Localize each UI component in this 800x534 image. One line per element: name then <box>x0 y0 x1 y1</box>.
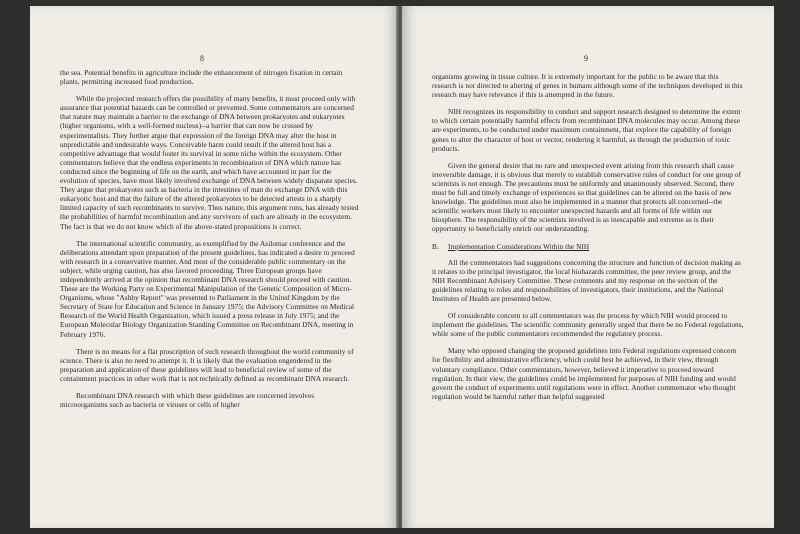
paragraph: Given the general desire that no rare and unexpected event arising from this research shall cause irreversible damage, it is obvious that merely to establish conservative rules of conduct for one group of scientists is not enough. The precautions must be uniformly and unanimously observed. Second, there must be full and timely exchange of experiences so that guidelines can be altered on the basis of new knowledge. The guidelines must also be implemented in a manner that protects all concerned--the scientific workers most likely to encounter unexpected hazards and all forms of life within our biosphere. The responsibility of the scientists involved is as inescapable and extreme as is their opportunity to beneficially enrich our understanding. <box>432 160 742 234</box>
paragraph: The international scientific community, as exemplified by the Asilomar conference and the deliberations attendant upon preparation of the present guidelines, has indicated a desire to proceed with research in a conservative manner. And most of the considerable public commentary on the subject, while urging caution, has also favored proceeding. Three European groups have independently arrived at the opinion that recombinant DNA research should proceed with caution. These are the Working Party on Experimental Manipulation of the Genetic Composition of Micro-Organisms, whose "Ashby Report" was presented to Parliament in the United Kingdom by the Secretary of State for Education and Science in January 1975; the Advisory Committee on Medical Research of the World Health Organization, which issued a press release in July 1975; and the European Molecular Biology Organization Standing Committee on Recombinant DNA, meeting in February 1976. <box>60 238 355 339</box>
right-page <box>402 6 774 528</box>
paragraph: NIH recognizes its responsibility to conduct and support research designed to determine the extent to which certain potentially harmful effects from recombinant DNA molecules may occur. Among these are experiments, to be conducted under maximum containment, that explore the capability of foreign genes to alter the character of host or vector, rendering it harmful, as through the production of toxic products. <box>432 107 741 153</box>
paragraph: Many who opposed changing the proposed guidelines into Federal regulations expressed concern for flexibility and administrative efficiency, which could best be achieved, in their view, through voluntary compliance. Other commentators, however, believed it imperative to proceed toward regulation. In their view, the guidelines could be implemented for purposes of NIH funding and would govern the conduct of experiments until regulations were in effect. Another commentator who thought regulation would be harmful rather than helpful suggested <box>432 346 737 401</box>
paragraph: organisms growing in tissue culture. It is extremely important for the public to be aware that this research is not directed to altering of genes in humans although some of the techniques developed in this research may have relevance if this is attempted in the future. <box>432 72 743 100</box>
paragraph: Recombinant DNA research with which these guidelines are concerned involves microorganisms such as bacteria or viruses or cells of higher <box>60 391 315 410</box>
left-page <box>30 6 398 528</box>
page-number: 9 <box>584 54 588 63</box>
paragraph: All the commentators had suggestions concerning the structure and function of decision making as it relates to the principal investigator, the local biohazards committee, the peer review group, and the NIH Recombinant Advisory Committee. These comments and my response on the section of the guidelines relating to roles and responsibilities of investigators, their institutions, and the National Institutes of Health are presented below. <box>432 257 741 303</box>
paragraph: While the projected research offers the possibility of many benefits, it must proceed only with assurance that potential hazards can be controlled or prevented. Some commentators are concerned that nature may maintain a barrier to the exchange of DNA between prokaryotes and eukaryotes (higher organisms, with a well-formed nucleus)--a barrier that can now be crossed by experimentalists. They further argue that expression of the foreign DNA may alter the host in unpredictable and undesirable ways. Conceivable harm could result if the altered host has a competitive advantage that would foster its survival in some niche within the ecosystem. Other commentators believe that the endless experiments in recombination of DNA which nature has conducted since the beginning of life on the earth, and which have accounted in part for the evolution of species, have most likely involved exchange of DNA between widely disparate species. They argue that prokaryotes such as bacteria in the intestines of man do exchange DNA with this eukaryotic host and that the failure of the altered prokaryotes to be detected attests to a sharply limited capacity of such recombinants to survive. Thus nature, this argument runs, has already tested the probabilities of harmful recombination and any survivors of such are already in the ecosystem. The fact is that we do not know which of the above-stated propositions is correct. <box>60 94 359 231</box>
page-number: 8 <box>200 54 204 63</box>
left-page-text <box>60 68 360 417</box>
section-heading <box>432 242 744 251</box>
paragraph: Of considerable concern to all commentators was the process by which NIH would proceed to implement the guidelines. The scientific community generally urged that there be no Federal regulations, while some of the public commentators recommended the regulatory process. <box>432 311 744 339</box>
section-title: Implementation Considerations Within the NIH <box>448 241 590 251</box>
right-page-text <box>432 72 744 409</box>
paragraph: the sea. Potential benefits in agriculture include the enhancement of nitrogen fixation in certain plants, permitting increased food production. <box>60 68 343 87</box>
paragraph: There is no means for a flat proscription of such research throughout the world community of science. There is also no need to attempt it. It is likely that the evaluation engendered in the preparation and application of these guidelines will lead to beneficial review of some of the containment practices in other work that is not technically defined as recombinant DNA research. <box>60 346 354 383</box>
section-letter: B. <box>432 241 439 251</box>
